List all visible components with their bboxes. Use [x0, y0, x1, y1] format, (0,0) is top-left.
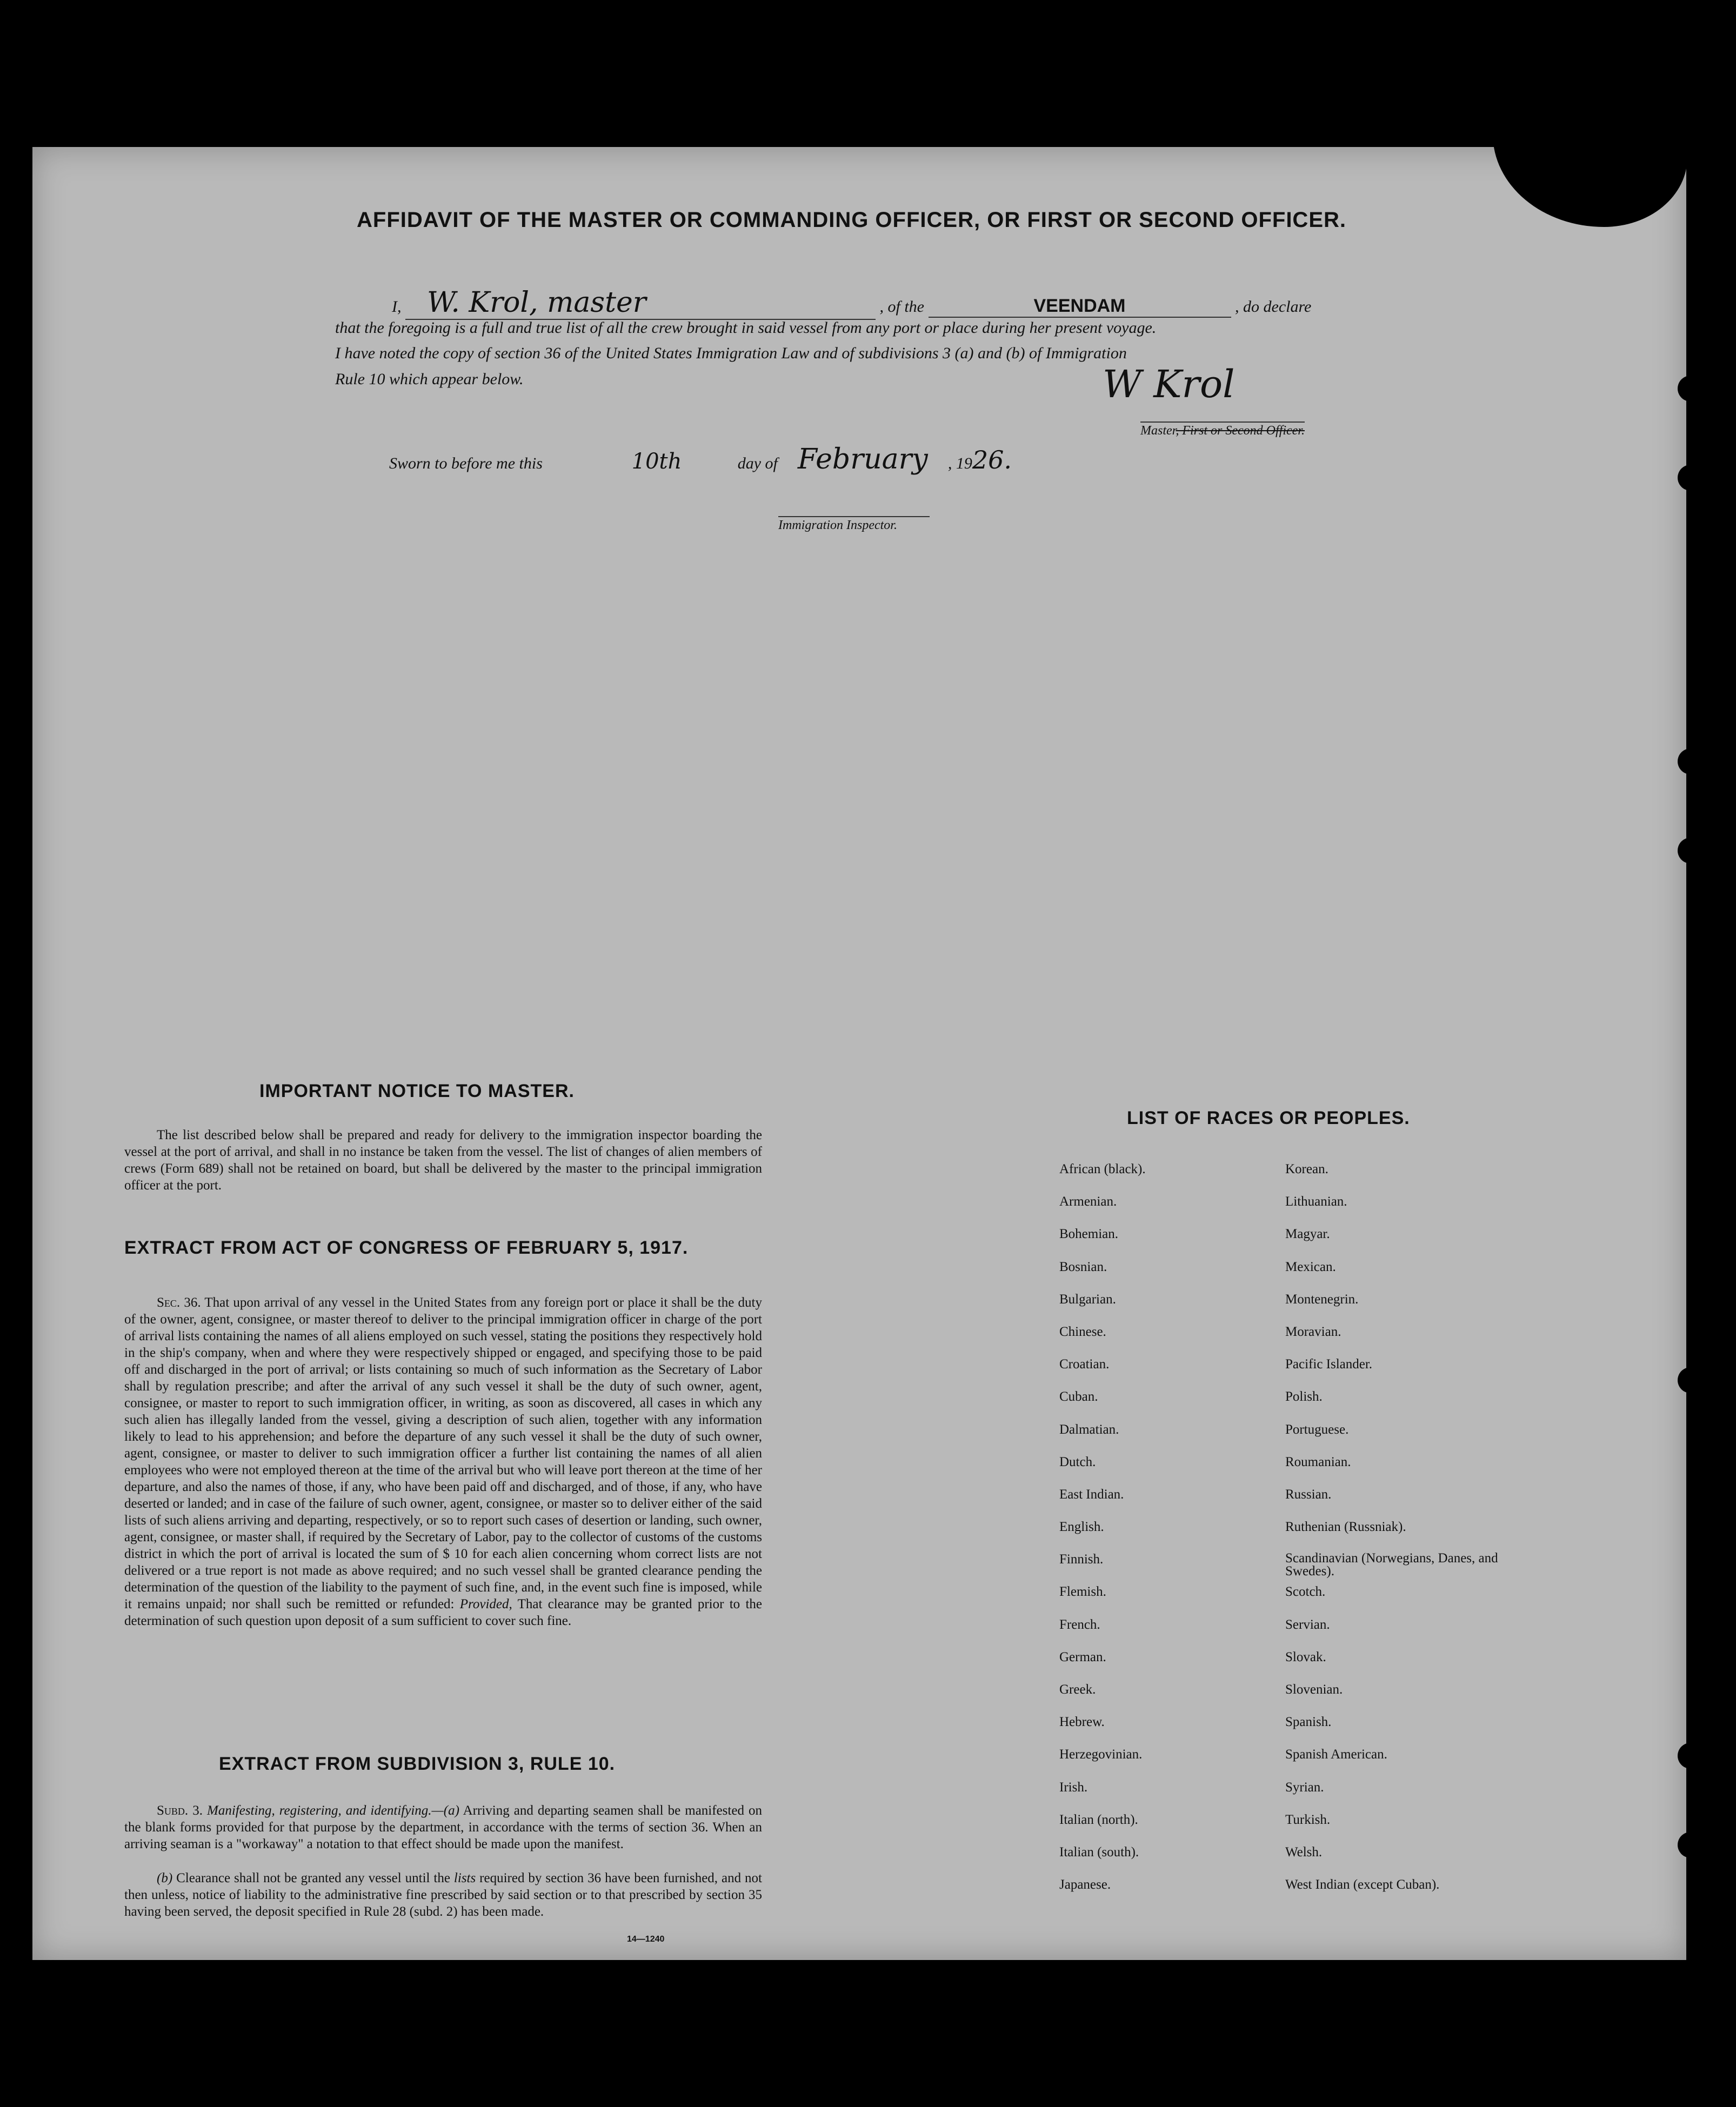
race-item: Hebrew. — [1059, 1715, 1105, 1730]
race-item: East Indian. — [1059, 1487, 1124, 1502]
extract-rule-title: EXTRACT FROM SUBDIVISION 3, RULE 10. — [219, 1754, 616, 1774]
race-item: Scandinavian (Norwegians, Danes, and Swedes). — [1285, 1551, 1498, 1579]
race-item: Pacific Islander. — [1285, 1357, 1373, 1372]
race-item: Montenegrin. — [1285, 1292, 1359, 1307]
race-item: Italian (south). — [1059, 1844, 1139, 1859]
race-item: Cuban. — [1059, 1389, 1098, 1404]
races-left-column — [1059, 1162, 1146, 1910]
race-item: Bosnian. — [1059, 1259, 1107, 1274]
sec-tail: That clearance may be granted prior to the determination of such question upon deposit of a sum sufficient to cover such fine. — [124, 1597, 762, 1628]
affidavit-line-4: Rule 10 which appear below. — [335, 370, 524, 388]
month-value: February — [797, 443, 928, 476]
race-item: Croatian. — [1059, 1357, 1110, 1372]
races-right-column — [1285, 1162, 1501, 1910]
sworn-label: Sworn to before me this — [389, 454, 543, 472]
subd-b-body-1: Clearance shall not be granted any vessel until the — [176, 1871, 450, 1885]
affidavit-line-3: I have noted the copy of section 36 of the United States Immigration Law and of subdivisions 3 (a) and (b) of Immigration — [335, 344, 1127, 362]
race-item: Irish. — [1059, 1780, 1088, 1795]
master-signature: W Krol — [1103, 362, 1235, 406]
race-item: African (black). — [1059, 1162, 1146, 1176]
race-item: Spanish. — [1285, 1715, 1332, 1730]
race-item: Greek. — [1059, 1682, 1096, 1697]
extract-act-body — [124, 1294, 762, 1629]
race-item: Servian. — [1285, 1617, 1330, 1632]
master-name: W. Krol, master — [405, 286, 876, 320]
provided-label: Provided, — [459, 1597, 512, 1611]
affidavit-prefix: I, — [392, 298, 402, 316]
races-title: LIST OF RACES OR PEOPLES. — [1127, 1108, 1410, 1128]
race-item: Polish. — [1285, 1389, 1323, 1404]
race-item: Dutch. — [1059, 1454, 1096, 1469]
subd-heading: Manifesting, registering, and identifying. — [207, 1803, 432, 1818]
race-item: Turkish. — [1285, 1812, 1331, 1827]
sec-body: That upon arrival of any vessel in the United States from any foreign port or place it shall be the duty of the owner, agent, consignee, or master thereof to deliver to the principal immigration officer in charge of the port of arrival lists containing the names of all aliens employed on such vessel, stating the positions they respectively hold in the ship's company, when and where they were respectively shipped or engaged, and specifying those to be paid off and discharged in the port of arrival; or lists containing so much of such information as the Secretary of Labor shall by regulation prescribe; and after the arrival of any such vessel it shall be the duty of such owner, agent, consignee, or master to report to such immigration officer, in writing, as soon as discovered, all cases in which any such alien has illegally landed from the vessel, giving a description of such alien, together with any information likely to lead to his apprehension; and before the departure of any such vessel it shall be the duty of such owner, agent, consignee, or master to deliver to such immigration officer a further list containing the names of all alien employees who were not employed thereon at the time of the arrival but who will leave port thereon at the time of her departure, and also the names of those, if any, who have been paid off and discharged, and of those, if any, who have deserted or landed; and in case of the failure of such owner, agent, consignee, or master so to deliver either of the said lists of such aliens arriving and departing, respectively, or so to report such cases of desertion or landing, such owner, agent, consignee, or master shall, if required by the Secretary of Labor, pay to the collector of customs of the customs district in which the port of arrival is located the sum of $ 10 for each alien concerning whom correct lists are not delivered or a true report is not made as above required; and no such vessel shall be granted clearance pending the determination of the question of the liability to the payment of such fine, and, in the event such fine is imposed, while it remains unpaid; nor shall such be remitted or refunded: — [124, 1295, 762, 1611]
race-item: French. — [1059, 1617, 1100, 1632]
race-item: Italian (north). — [1059, 1812, 1138, 1827]
affidavit-line-1 — [392, 286, 1311, 320]
inspector-label: Immigration Inspector. — [778, 516, 930, 533]
day-value: 10th — [631, 449, 682, 474]
race-item: Bohemian. — [1059, 1227, 1119, 1242]
officer-struck: , First or Second Officer. — [1176, 424, 1305, 438]
year-prefix: , 19 — [947, 454, 972, 472]
race-item: Welsh. — [1285, 1844, 1323, 1859]
race-item: Moravian. — [1285, 1324, 1341, 1339]
notice-title: IMPORTANT NOTICE TO MASTER. — [259, 1081, 575, 1101]
race-item: West Indian (except Cuban). — [1285, 1877, 1440, 1892]
binder-hole — [1678, 1743, 1704, 1769]
race-item: Herzegovinian. — [1059, 1747, 1143, 1762]
race-item: German. — [1059, 1649, 1106, 1664]
race-item: Bulgarian. — [1059, 1292, 1116, 1307]
race-item: Slovak. — [1285, 1649, 1326, 1664]
race-item: English. — [1059, 1520, 1104, 1535]
race-item: Magyar. — [1285, 1227, 1330, 1242]
race-item: Korean. — [1285, 1162, 1328, 1176]
subd-a-label: —(a) — [431, 1803, 459, 1818]
binder-hole — [1678, 1367, 1704, 1393]
race-item: Finnish. — [1059, 1552, 1104, 1567]
binder-hole — [1678, 465, 1704, 491]
race-item: Russian. — [1285, 1487, 1332, 1502]
subd-b-lists: lists — [453, 1871, 476, 1885]
of-the-label: , of the — [879, 298, 924, 316]
binder-hole — [1678, 748, 1704, 774]
extract-act-title: EXTRACT FROM ACT OF CONGRESS OF FEBRUARY 5, 1917. — [124, 1238, 689, 1258]
extract-rule-a — [124, 1802, 762, 1852]
notice-body: The list described below shall be prepared and ready for delivery to the immigration inspector boarding the vessel at the port of arrival, and shall in no instance be taken from the vessel. The list of changes of alien members of crews (Form 689) shall not be retained on board, but shall be delivered by the master to the principal immigration officer at the port. — [124, 1128, 762, 1193]
affidavit-line-2: that the foregoing is a full and true list of all the crew brought in said vessel from any port or place during her present voyage. — [335, 319, 1157, 337]
race-item: Roumanian. — [1285, 1454, 1351, 1469]
race-item: Ruthenian (Russniak). — [1285, 1520, 1406, 1535]
race-item: Lithuanian. — [1285, 1194, 1347, 1209]
subd-label: Subd. 3. — [157, 1803, 203, 1818]
sec-label: Sec. 36. — [157, 1295, 201, 1310]
binder-hole — [1678, 376, 1704, 402]
race-item: Portuguese. — [1285, 1422, 1349, 1437]
race-item: Flemish. — [1059, 1584, 1106, 1600]
subd-a-body: Arriving and departing seamen shall be manifested on the blank forms provided for that purpose by the department, in accordance with the terms of section 36. When an arriving seaman is a "workaway" a notation to that effect should be made upon the manifest. — [124, 1803, 762, 1851]
race-item: Dalmatian. — [1059, 1422, 1119, 1437]
sworn-line — [389, 443, 1012, 476]
race-item: Chinese. — [1059, 1324, 1106, 1339]
race-item: Spanish American. — [1285, 1747, 1387, 1762]
race-item: Scotch. — [1285, 1584, 1326, 1600]
race-item: Mexican. — [1285, 1259, 1336, 1274]
form-number: 14—1240 — [627, 1935, 665, 1944]
affidavit-title: AFFIDAVIT OF THE MASTER OR COMMANDING OFFICER, OR FIRST OR SECOND OFFICER. — [357, 208, 1346, 232]
race-item: Slovenian. — [1285, 1682, 1343, 1697]
vessel-name: VEENDAM — [929, 296, 1231, 318]
officer-title — [1140, 422, 1305, 438]
day-of-label: day of — [737, 454, 778, 472]
race-item: Syrian. — [1285, 1780, 1324, 1795]
binder-hole — [1678, 838, 1704, 864]
extract-rule-b — [124, 1870, 762, 1920]
declare-label: , do declare — [1235, 298, 1312, 316]
race-item: Armenian. — [1059, 1194, 1117, 1209]
year-value: 26. — [972, 445, 1012, 474]
officer-label: Master — [1140, 424, 1176, 438]
subd-b-body-2: required by section 36 have been furnished, and not then unless, notice of liability to the administrative fine prescribed by said section or to that prescribed by section 35 having been served, the deposit specified in Rule 28 (subd. 2) has been made. — [124, 1871, 762, 1919]
race-item: Japanese. — [1059, 1877, 1111, 1892]
subd-b-label: (b) — [157, 1871, 173, 1885]
binder-hole — [1678, 1832, 1704, 1858]
